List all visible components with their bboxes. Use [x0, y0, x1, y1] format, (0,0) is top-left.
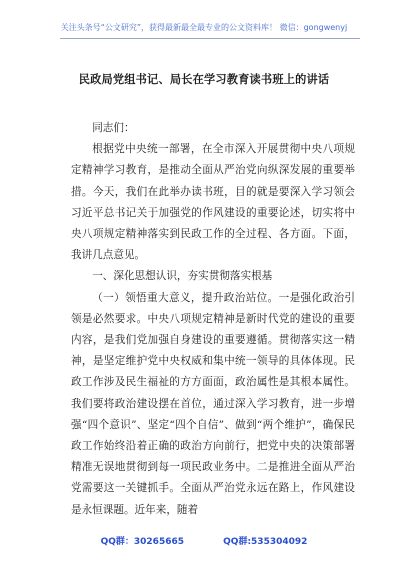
document-title: 民政局党组书记、局长在学习教育读书班上的讲话 [78, 73, 330, 86]
page-header-notice: 关注头条号“公文研究”，获得最新最全最专业的公文资料库！ 微信：gongwenyj [60, 23, 348, 32]
body-paragraph: 根据党中央统一部署，在全市深入开展贯彻中央八项规定精神学习教育，是推动全面从严治党向纵深发展的重要举措。今天，我们在此举办读书班，目的就是要深入学习领会习近平总书记关于加强党的作风建设的重要论述，切实将中央八项规定精神落实到民政工作的全过程、各方面。下面，我讲几点意见。 [71, 143, 355, 262]
salutation: 同志们： [92, 122, 135, 134]
footer-qq-group-1: QQ群：30265665 [100, 537, 184, 547]
footer-qq-group-2: QQ群:535304092 [223, 537, 308, 547]
page-footer [0, 534, 408, 547]
document-body [71, 118, 355, 521]
body-paragraph: （一）领悟重大意义，提升政治站位。一是强化政治引领是必然要求。中央八项规定精神是新时代党的建设的重要内容，是我们党加强自身建设的重要遵循。贯彻落实这一精神，是坚定维护党中央权威和集中统一领导的具体体现。民政工作涉及民生福祉的方方面面，政治属性是其根本属性。我们要将政治建设摆在首位，通过深入学习教育，进一步增强“四个意识”、坚定“四个自信”、做到“两个维护”，确保民政工作始终沿着正确的政治方向前行，把党中央的决策部署精准无误地贯彻到每一项民政业务中。二是推进全面从严治党需要这一关键抓手。全面从严治党永远在路上，作风建设是永恒课题。近年来，随着 [71, 291, 355, 516]
header-divider [60, 38, 360, 39]
section-heading: 一、深化思想认识，夯实贯彻落实根基 [92, 270, 273, 283]
